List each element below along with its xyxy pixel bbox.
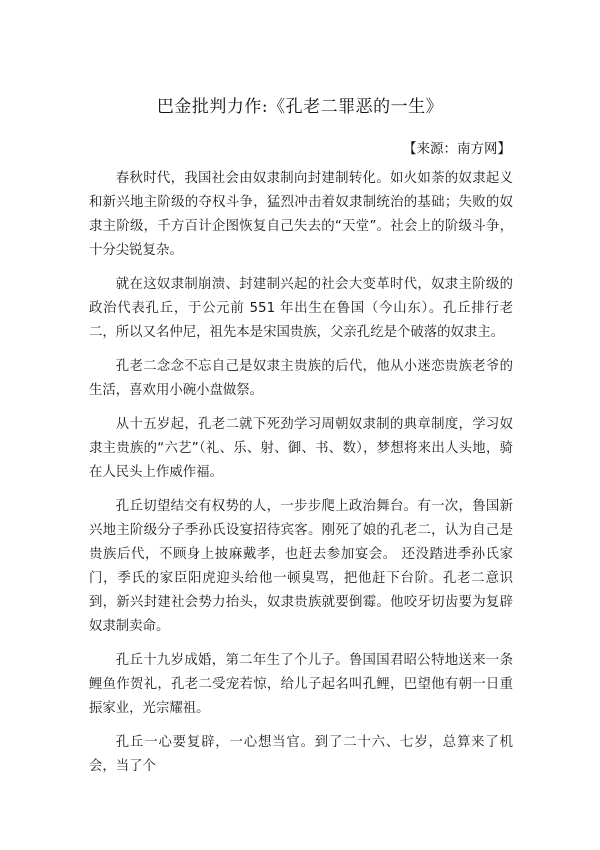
article-body [89,167,513,789]
paragraph: 春秋时代，我国社会由奴隶制向封建制转化。如火如荼的奴隶起义和新兴地主阶级的夺权斗争，猛烈冲击着奴隶制统治的基础；失败的奴隶主阶级，千方百计企图恢复自己失去的“天堂”。社会上的阶级斗争，十分尖锐复杂。 [89,171,513,258]
document-title: 巴金批判力作:《孔老二罪恶的一生》 [156,97,444,117]
paragraph: 就在这奴隶制崩溃、封建制兴起的社会大变革时代，奴隶主阶级的政治代表孔丘，于公元前 551 年出生在鲁国（今山东）。孔丘排行老二，所以又名仲尼，祖先本是宋国贵族，父亲孔纥是个破落的奴隶主。 [89,277,513,340]
paragraph: 孔老二念念不忘自己是奴隶主贵族的后代，他从小迷恋贵族老爷的生活，喜欢用小碗小盘做祭。 [89,359,513,398]
paragraph: 孔丘一心要复辟，一心想当官。到了二十六、七岁，总算来了机会，当了个 [89,735,513,774]
source-label: 【来源：南方网】 [403,141,511,157]
paragraph: 从十五岁起，孔老二就下死劲学习周朝奴隶制的典章制度，学习奴隶主贵族的“六艺”（礼、乐、射、御、书、数），梦想将来出人头地，骑在人民头上作威作福。 [89,417,513,480]
paragraph: 孔丘切望结交有权势的人，一步步爬上政治舞台。有一次，鲁国新兴地主阶级分子季孙氏设宴招待宾客。刚死了娘的孔老二，认为自己是贵族后代，不顾身上披麻戴孝，也赶去参加宴会。 还没踏进季孙氏家门，季氏的家臣阳虎迎头给他一顿臭骂，把他赶下台阶。孔老二意识到，新兴封建社会势力抬头，奴隶贵族就要倒霉。他咬牙切齿要为复辟奴隶制卖命。 [89,499,513,634]
paragraph: 孔丘十九岁成婚，第二年生了个儿子。鲁国国君昭公特地送来一条鲤鱼作贺礼，孔老二受宠若惊，给儿子起名叫孔鲤，巴望他有朝一日重振家业，光宗耀祖。 [89,653,513,716]
